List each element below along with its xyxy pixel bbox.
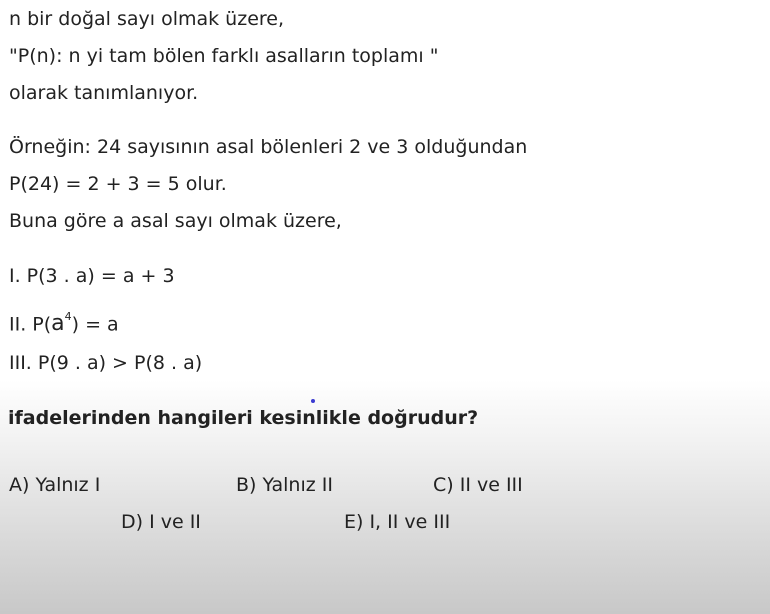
statement-3: III. P(9 . a) > P(8 . a) [9, 352, 203, 374]
option-a[interactable]: A) Yalnız I [9, 474, 101, 496]
example-line-2: P(24) = 2 + 3 = 5 olur. [9, 173, 227, 195]
intro-line-1: n bir doğal sayı olmak üzere, [9, 8, 285, 30]
example-line-1: Örneğin: 24 sayısının asal bölenleri 2 ve 3 olduğundan [9, 136, 528, 158]
option-e[interactable]: E) I, II ve III [344, 511, 451, 533]
intro-line-3: olarak tanımlanıyor. [9, 82, 199, 104]
cursor-dot [311, 399, 315, 403]
statement-2-prefix: II. P( [9, 313, 52, 336]
condition-line: Buna göre a asal sayı olmak üzere, [9, 210, 342, 232]
statement-2 [9, 307, 119, 336]
question-prompt: ifadelerinden hangileri kesinlikle doğrudur? [8, 407, 479, 429]
statement-2-exponent: 4 [64, 310, 72, 323]
option-c[interactable]: C) II ve III [433, 474, 523, 496]
intro-line-2: "P(n): n yi tam bölen farklı asalların toplamı " [9, 45, 439, 67]
option-b[interactable]: B) Yalnız II [236, 474, 333, 496]
option-d[interactable]: D) I ve II [121, 511, 201, 533]
statement-2-suffix: ) = a [71, 313, 119, 336]
statement-1: I. P(3 . a) = a + 3 [9, 265, 175, 287]
statement-2-base: $a^4$ [51, 310, 72, 337]
